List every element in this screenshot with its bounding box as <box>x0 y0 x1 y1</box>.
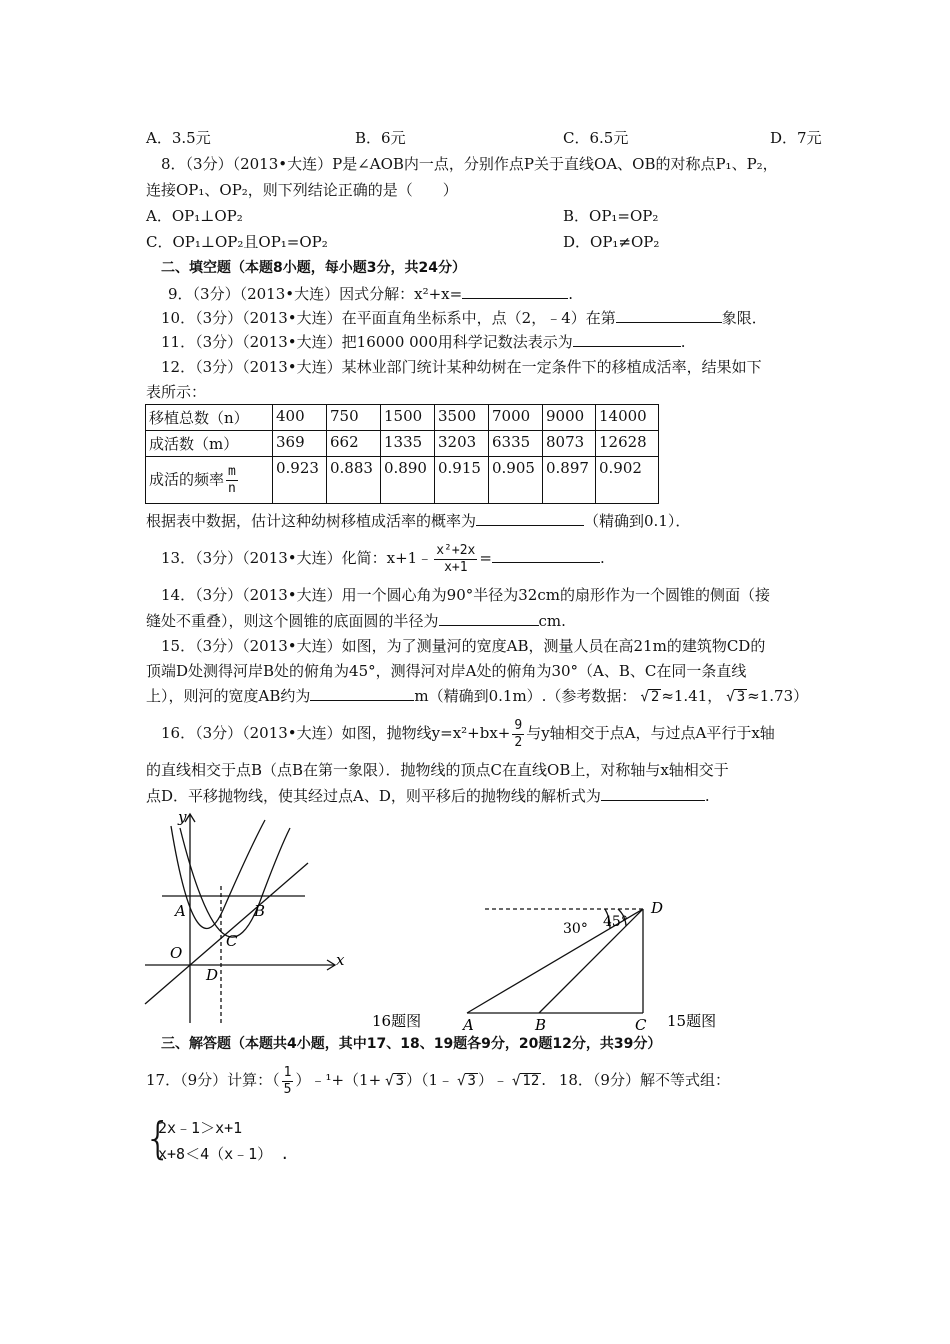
fig15-label-30: 30° <box>563 921 588 937</box>
q14-line2-text: 缝处不重叠），则这个圆锥的底面圆的半径为 <box>146 612 439 630</box>
q9-answer-blank[interactable] <box>462 284 568 299</box>
q11-text: 11．（3分）（2013•大连）把16000 000用科学记数法表示为 <box>161 333 573 351</box>
table-cell: 0.905 <box>489 457 543 504</box>
q15-line3a: 上），则河的宽度AB约为 <box>146 687 311 705</box>
figure-15-river <box>455 893 755 1033</box>
q9 <box>168 284 573 304</box>
q18-ineq2-row <box>158 1142 289 1166</box>
table-cell: 7000 <box>489 405 543 431</box>
q15-v3: ≈1.73） <box>747 687 809 705</box>
q13-fraction-den: x+1 <box>444 559 468 575</box>
q17-fraction <box>282 1065 294 1098</box>
table-cell: 3500 <box>435 405 489 431</box>
q8-option-a: A．OP₁⊥OP₂ <box>146 207 243 225</box>
q12-after <box>146 511 690 531</box>
section3-title: 三、解答题（本题共4小题，其中17、18、19题各9分，20题12分，共39分） <box>161 1036 662 1052</box>
q13-answer-blank[interactable] <box>492 548 600 563</box>
q17-exp: ）﹣¹+（1+ <box>295 1071 382 1089</box>
fig15-label-c: C <box>635 1016 647 1033</box>
q14-answer-blank[interactable] <box>439 611 539 626</box>
q13-fraction-num: x²+2x <box>436 542 476 558</box>
fig16-label-c: C <box>226 932 238 950</box>
q9-tail: . <box>568 285 573 303</box>
q18-ineq1: 2x﹣1＞x+1 <box>158 1119 243 1137</box>
q7-option-d: D．7元 <box>770 129 822 147</box>
q17-sqrt3b: √ 3 <box>465 1073 478 1089</box>
freq-fraction-den: n <box>228 480 236 496</box>
table-cell: 662 <box>327 431 381 457</box>
q16-line1 <box>161 716 775 751</box>
figure-16-parabola <box>140 808 440 1034</box>
fig16-label-y: y <box>178 808 187 826</box>
table-cell: 369 <box>273 431 327 457</box>
q15-line3 <box>146 686 808 706</box>
fig16-label-o: O <box>170 944 183 962</box>
q14-tail: cm. <box>538 612 566 630</box>
fig16-label-x: x <box>336 951 345 969</box>
table-cell: 3203 <box>435 431 489 457</box>
q12-answer-blank[interactable] <box>476 511 584 526</box>
table-row <box>146 431 659 457</box>
q13-eq: = <box>479 549 492 567</box>
table-row-label: 成活数（m） <box>146 431 273 457</box>
table-cell: 0.923 <box>273 457 327 504</box>
q8-line1: 8．（3分）（2013•大连）P是∠AOB内一点，分别作点P关于直线OA、OB的对称点P₁、P₂， <box>161 155 778 173</box>
q16-fraction <box>512 718 524 751</box>
q18-ineq2: x+8＜4（x﹣1） <box>158 1145 273 1163</box>
section2-title: 二、填空题（本题8小题，每小题3分，共24分） <box>161 260 466 276</box>
q15-v2: ≈1.41， <box>661 687 723 705</box>
q16-line2: 的直线相交于点B（点B在第一象限）．抛物线的顶点C在直线OB上，对称轴与x轴相交于 <box>146 761 729 779</box>
q17-mid2: ）﹣ <box>477 1071 508 1089</box>
q10-answer-blank[interactable] <box>616 308 722 323</box>
q16-line3 <box>146 786 710 806</box>
table-cell: 0.915 <box>435 457 489 504</box>
fig15-label-a: A <box>463 1016 474 1033</box>
table-cell: 12628 <box>596 431 659 457</box>
fig15-caption: 15题图 <box>667 1012 717 1030</box>
fig15-label-b: B <box>535 1016 547 1033</box>
q13 <box>161 542 605 576</box>
table-cell: 750 <box>327 405 381 431</box>
sqrt3: √ 3 <box>734 689 747 705</box>
q13-tail: . <box>599 549 605 567</box>
q15-line2: 顶端D处测得河岸B处的俯角为45°，测得河对岸A处的俯角为30°（A、B、C在同一条直线 <box>146 662 747 680</box>
table-cell: 6335 <box>489 431 543 457</box>
q7-option-c: C．6.5元 <box>563 129 629 147</box>
q16-fraction-den: 2 <box>514 734 523 750</box>
q17-sqrt12: √ 12 <box>520 1073 541 1089</box>
q16-line3-text: 点D．平移抛物线，使其经过点A、D，则平移后的抛物线的解析式为 <box>146 787 601 805</box>
q15-line1: 15．（3分）（2013•大连）如图，为了测量河的宽度AB，测量人员在高21m的建筑物CD的 <box>161 637 766 655</box>
fig15-label-d: D <box>651 899 664 917</box>
q8-option-b: B．OP₁=OP₂ <box>563 207 659 225</box>
q12-after-text: 根据表中数据，估计这种幼树移植成活率的概率为 <box>146 512 477 530</box>
q16-line1a: 16．（3分）（2013•大连）如图，抛物线y=x²+bx+ <box>161 724 511 742</box>
table-cell: 400 <box>273 405 327 431</box>
q11-answer-blank[interactable] <box>573 332 681 347</box>
fig16-caption: 16题图 <box>372 1012 422 1030</box>
sqrt2: √ 2 <box>648 689 661 705</box>
fig16-label-b: B <box>254 902 266 920</box>
q18-tail: . <box>280 1145 290 1163</box>
q8-line2: 连接OP₁、OP₂，则下列结论正确的是（ ） <box>146 181 458 199</box>
q13-text: 13．（3分）（2013•大连）化简：x+1﹣ <box>161 549 433 567</box>
q10 <box>161 308 767 328</box>
fig16-label-d: D <box>206 966 219 984</box>
freq-label: 成活的频率 <box>149 470 225 488</box>
table-row-label <box>146 457 273 504</box>
q12-line1: 12．（3分）（2013•大连）某林业部门统计某种幼树在一定条件下的移植成活率，结果如下 <box>161 358 762 376</box>
table-cell: 8073 <box>543 431 596 457</box>
q16-line1b: 与y轴相交于点A，与过点A平行于x轴 <box>526 724 775 742</box>
q16-answer-blank[interactable] <box>601 786 705 801</box>
q8-option-d: D．OP₁≠OP₂ <box>563 233 660 251</box>
table-row-label: 移植总数（n） <box>146 405 273 431</box>
q12-after-tail: （精确到0.1）． <box>584 512 691 530</box>
table-cell: 1335 <box>381 431 435 457</box>
q10-tail: 象限． <box>721 309 767 327</box>
table-cell: 0.902 <box>596 457 659 504</box>
brace-icon: { <box>144 1113 172 1164</box>
table-row <box>146 457 659 504</box>
q11 <box>161 332 686 352</box>
q17-fraction-num: 1 <box>283 1064 292 1080</box>
q17-q18-line <box>146 1062 730 1098</box>
q13-fraction <box>434 543 477 576</box>
fig16-label-a: A <box>175 902 186 920</box>
table-cell: 0.890 <box>381 457 435 504</box>
freq-fraction <box>226 464 238 497</box>
q10-text: 10．（3分）（2013•大连）在平面直角坐标系中，点（2，﹣4）在第 <box>161 309 616 327</box>
q16-fraction-num: 9 <box>514 717 523 733</box>
q17-end: . <box>541 1071 547 1089</box>
q14-line1: 14．（3分）（2013•大连）用一个圆心角为90°半径为32cm的扇形作为一个圆锥的侧面（接 <box>161 586 770 604</box>
table-cell: 0.897 <box>543 457 596 504</box>
q17-mid: ）（1﹣ <box>406 1071 454 1089</box>
q8-option-c: C．OP₁⊥OP₂且OP₁=OP₂ <box>146 233 328 251</box>
q17-sqrt3a: √ 3 <box>393 1073 406 1089</box>
q15-line3b: m（精确到0.1m）.（参考数据： <box>414 687 637 705</box>
q11-tail: . <box>680 333 686 351</box>
table-cell: 0.883 <box>327 457 381 504</box>
q17-fraction-den: 5 <box>283 1081 292 1097</box>
table-cell: 14000 <box>596 405 659 431</box>
survival-rate-table <box>145 404 659 504</box>
table-cell: 9000 <box>543 405 596 431</box>
q12-line2: 表所示： <box>146 383 207 401</box>
q16-tail: . <box>704 787 710 805</box>
table-row <box>146 405 659 431</box>
q9-text: 9．（3分）（2013•大连）因式分解：x²+x= <box>168 285 463 303</box>
q18-text: 18．（9分）解不等式组： <box>558 1071 730 1089</box>
table-cell: 1500 <box>381 405 435 431</box>
q7-option-a: A．3.5元 <box>146 129 211 147</box>
q14-line2 <box>146 611 566 631</box>
q17-prefix: 17．（9分）计算：（ <box>146 1071 280 1089</box>
freq-fraction-num: m <box>228 463 236 479</box>
q7-option-b: B．6元 <box>355 129 406 147</box>
q15-answer-blank[interactable] <box>310 686 414 701</box>
fig15-label-45: 45° <box>603 914 628 930</box>
